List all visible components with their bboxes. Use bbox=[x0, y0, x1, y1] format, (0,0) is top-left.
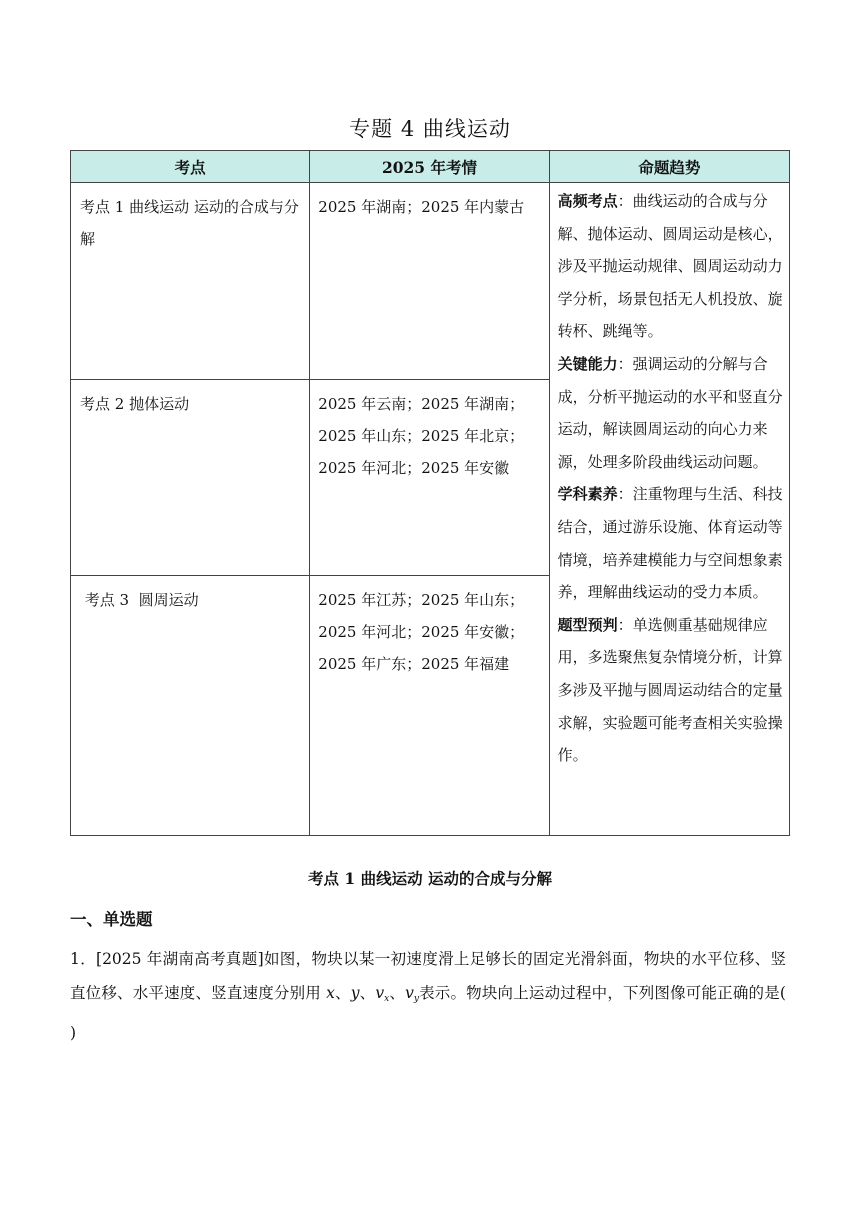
subscript-x: x bbox=[384, 994, 390, 1004]
exams-cell: 2025 年江苏；2025 年山东；2025 年河北；2025 年安徽；2025 年广东；2025 年福建 bbox=[310, 576, 549, 836]
trend-label: 高频考点 bbox=[557, 192, 618, 210]
separator: 、 bbox=[389, 984, 406, 1002]
topic-cell: 考点 1 曲线运动 运动的合成与分解 bbox=[71, 183, 310, 380]
topic-cell: 考点 3 圆周运动 bbox=[71, 576, 310, 836]
var-x: x bbox=[326, 984, 335, 1002]
var-vy: v bbox=[405, 984, 414, 1002]
section-subtitle: 考点 1 曲线运动 运动的合成与分解 bbox=[308, 869, 552, 888]
var-y: y bbox=[350, 984, 360, 1002]
section-heading: 一、单选题 bbox=[70, 910, 153, 929]
exams-cell: 2025 年湖南；2025 年内蒙古 bbox=[310, 183, 549, 380]
header-topic: 考点 bbox=[71, 151, 310, 183]
header-trend: 命题趋势 bbox=[549, 151, 789, 183]
table-header-row bbox=[71, 151, 790, 183]
question-suffix: 表示。物块向上运动过程中，下列图像可能正确的是( ) bbox=[70, 984, 786, 1042]
subscript-y: y bbox=[413, 994, 419, 1004]
topic-table bbox=[70, 150, 790, 836]
table-row bbox=[71, 183, 790, 380]
topic-cell: 考点 2 抛体运动 bbox=[71, 380, 310, 576]
trend-label: 学科素养 bbox=[557, 485, 618, 504]
header-exams: 2025 年考情 bbox=[310, 151, 549, 183]
trend-label: 关键能力 bbox=[557, 354, 618, 373]
trend-label: 题型预判 bbox=[557, 615, 618, 634]
exams-cell: 2025 年云南；2025 年湖南；2025 年山东；2025 年北京；2025 年河北；2025 年安徽 bbox=[310, 380, 549, 576]
var-vx: v bbox=[375, 984, 385, 1002]
trend-text: ：强调运动的分解与合成，分析平抛运动的水平和竖直分运动，解读圆周运动的向心力来源，处理多阶段曲线运动问题。 bbox=[557, 354, 783, 471]
trend-text: ：注重物理与生活、科技结合，通过游乐设施、体育运动等情境，培养建模能力与空间想象素养，理解曲线运动的受力本质。 bbox=[557, 485, 783, 602]
separator: 、 bbox=[334, 984, 351, 1002]
separator: 、 bbox=[359, 984, 376, 1002]
trend-text: ：单选侧重基础规律应用，多选聚焦复杂情境分析，计算多涉及平抛与圆周运动结合的定量求解，实验题可能考查相关实验操作。 bbox=[557, 615, 783, 765]
question-prefix: 1．[2025 年湖南高考真题]如图，物块以某一初速度滑上足够长的固定光滑斜面，物块的水平位移、竖直位移、水平速度、竖直速度分别用 bbox=[70, 950, 786, 1002]
trend-cell bbox=[549, 183, 789, 836]
question-1 bbox=[70, 942, 786, 1050]
page-title: 专题 4 曲线运动 bbox=[349, 117, 511, 141]
trend-text: ：曲线运动的合成与分解、抛体运动、圆周运动是核心，涉及平抛运动规律、圆周运动动力学分析，场景包括无人机投放、旋转杯、跳绳等。 bbox=[557, 192, 783, 341]
